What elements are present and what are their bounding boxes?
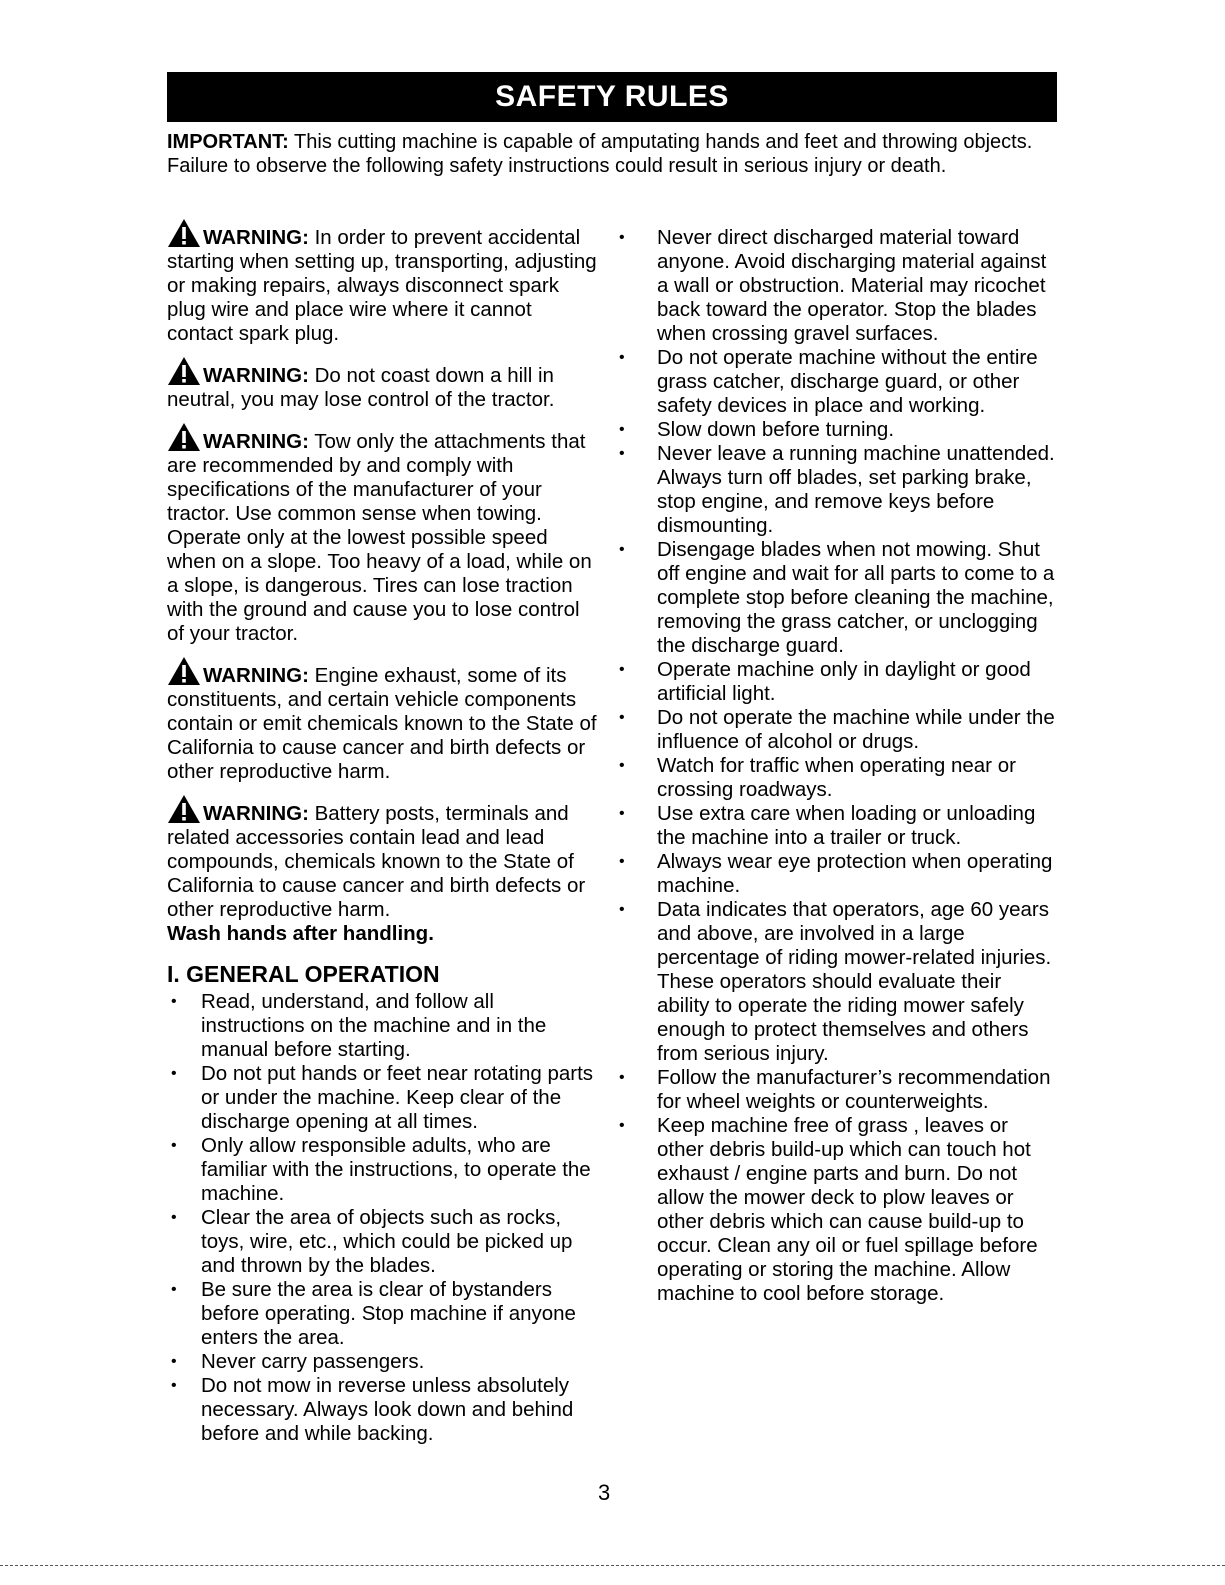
list-item-text: Do not operate machine without the entire grass catcher, discharge guard, or other safety devices in place and working.: [657, 346, 1038, 417]
list-item: [617, 346, 1057, 418]
list-item: [167, 1374, 599, 1446]
list-item: [617, 802, 1057, 850]
list-item-text: Do not mow in reverse unless absolutely necessary. Always look down and behind before and while backing.: [201, 1374, 574, 1445]
list-item: [167, 1278, 599, 1350]
list-item: [167, 990, 599, 1062]
list-item: [167, 1134, 599, 1206]
warning-label: WARNING:: [203, 364, 309, 387]
page-title: SAFETY RULES: [167, 72, 1057, 122]
warning-triangle-icon: [167, 422, 201, 452]
list-item: [167, 1062, 599, 1134]
bullet-icon: •: [171, 1065, 177, 1082]
warning-block: [167, 356, 599, 412]
warning-block: [167, 218, 599, 346]
warning-label: WARNING:: [203, 430, 309, 453]
general-operation-list-right: [617, 226, 1057, 1306]
bullet-icon: •: [619, 661, 625, 678]
warning-emphasis: Wash hands after handling.: [167, 922, 434, 945]
bullet-icon: •: [619, 757, 625, 774]
list-item-text: Slow down before turning.: [657, 418, 895, 441]
list-item-text: Use extra care when loading or unloading the machine into a trailer or truck.: [657, 802, 1036, 849]
important-label: IMPORTANT:: [167, 131, 289, 153]
warning-text: Tow only the attachments that are recommended by and comply with specifications of the manufacturer of your tractor. Use common sense when towing. Operate only at the lowest possible speed when on a slope. Too heavy of a load, while on a slope, is dangerous. Tires can lose traction with the ground and cause you to lose control of your tractor.: [167, 430, 592, 645]
page-number: 3: [598, 1480, 611, 1505]
list-item: [167, 1350, 599, 1374]
list-item-text: Never leave a running machine unattended. Always turn off blades, set parking brake, stop engine, and remove keys before dismounting.: [657, 442, 1055, 537]
list-item: [617, 226, 1057, 346]
bullet-icon: •: [619, 229, 625, 246]
list-item: [617, 658, 1057, 706]
list-item: [617, 850, 1057, 898]
list-item: [617, 754, 1057, 802]
bullet-icon: •: [619, 421, 625, 438]
list-item: [617, 706, 1057, 754]
warning-triangle-icon: [167, 356, 201, 386]
bullet-icon: •: [619, 349, 625, 366]
bullet-icon: •: [171, 1209, 177, 1226]
list-item: [617, 898, 1057, 1066]
list-item-text: Follow the manufacturer’s recommendation for wheel weights or counterweights.: [657, 1066, 1051, 1113]
warning-label: WARNING:: [203, 802, 309, 825]
important-text: This cutting machine is capable of amputating hands and feet and throwing objects. Failure to observe the following safety instructions could result in serious injury or death.: [167, 131, 1033, 177]
important-notice: [167, 130, 1057, 178]
bullet-icon: •: [619, 805, 625, 822]
warning-block: [167, 794, 599, 946]
bullet-icon: •: [619, 445, 625, 462]
bullet-icon: •: [171, 1377, 177, 1394]
bullet-icon: •: [171, 1281, 177, 1298]
list-item-text: Data indicates that operators, age 60 years and above, are involved in a large percentage of riding mower-related injuries. These operators should evaluate their ability to operate the riding mower safely enough to protect themselves and others from serious injury.: [657, 898, 1052, 1065]
list-item-text: Keep machine free of grass , leaves or other debris build-up which can touch hot exhaust / engine parts and burn. Do not allow the mower deck to plow leaves or other debris which can cause build-up to occur. Clean any oil or fuel spillage before operating or storing the machine. Allow machine to cool before storage.: [657, 1114, 1038, 1305]
warning-text: Battery posts, terminals and related accessories contain lead and lead compounds, chemicals known to the State of California to cause cancer and birth defects or other reproductive harm.: [167, 802, 586, 921]
warning-triangle-icon: [167, 794, 201, 824]
list-item-text: Disengage blades when not mowing. Shut off engine and wait for all parts to come to a complete stop before cleaning the machine, removing the grass catcher, or unclogging the discharge guard.: [657, 538, 1055, 657]
bullet-icon: •: [171, 1137, 177, 1154]
list-item-text: Always wear eye protection when operating machine.: [657, 850, 1053, 897]
list-item-text: Clear the area of objects such as rocks, toys, wire, etc., which could be picked up and thrown by the blades.: [201, 1206, 573, 1277]
warning-label: WARNING:: [203, 226, 309, 249]
warning-text: Engine exhaust, some of its constituents, and certain vehicle components contain or emit chemicals known to the State of California to cause cancer and birth defects or other reproductive harm.: [167, 664, 597, 783]
list-item: [617, 538, 1057, 658]
list-item-text: Be sure the area is clear of bystanders before operating. Stop machine if anyone enters the area.: [201, 1278, 576, 1349]
bullet-icon: •: [619, 1069, 625, 1086]
bullet-icon: •: [619, 541, 625, 558]
right-column: [617, 226, 1057, 1306]
bullet-icon: •: [619, 1117, 625, 1134]
section-heading: I. GENERAL OPERATION: [167, 961, 440, 987]
bullet-icon: •: [171, 993, 177, 1010]
warnings-list: [167, 218, 599, 946]
list-item: [617, 418, 1057, 442]
bullet-icon: •: [619, 901, 625, 918]
list-item: [617, 442, 1057, 538]
warning-label: WARNING:: [203, 664, 309, 687]
bullet-icon: •: [171, 1353, 177, 1370]
bottom-divider: [0, 1565, 1225, 1566]
list-item: [617, 1066, 1057, 1114]
list-item-text: Never direct discharged material toward anyone. Avoid discharging material against a wall or obstruction. Material may ricochet back toward the operator. Stop the blades when crossing gravel surfaces.: [657, 226, 1047, 345]
warning-block: [167, 656, 599, 784]
general-operation-list-left: [167, 990, 599, 1446]
list-item-text: Do not put hands or feet near rotating parts or under the machine. Keep clear of the discharge opening at all times.: [201, 1062, 594, 1133]
warning-triangle-icon: [167, 656, 201, 686]
bullet-icon: •: [619, 709, 625, 726]
bullet-icon: •: [619, 853, 625, 870]
left-column: [167, 218, 599, 1446]
list-item-text: Read, understand, and follow all instructions on the machine and in the manual before starting.: [201, 990, 547, 1061]
list-item: [167, 1206, 599, 1278]
list-item-text: Only allow responsible adults, who are familiar with the instructions, to operate the machine.: [201, 1134, 591, 1205]
list-item-text: Do not operate the machine while under the influence of alcohol or drugs.: [657, 706, 1055, 753]
list-item-text: Operate machine only in daylight or good artificial light.: [657, 658, 1031, 705]
warning-text: In order to prevent accidental starting when setting up, transporting, adjusting or making repairs, always disconnect spark plug wire and place wire where it cannot contact spark plug.: [167, 226, 597, 345]
warning-triangle-icon: [167, 218, 201, 248]
list-item: [617, 1114, 1057, 1306]
warning-text: Do not coast down a hill in neutral, you may lose control of the tractor.: [167, 364, 555, 411]
list-item-text: Never carry passengers.: [201, 1350, 425, 1373]
warning-block: [167, 422, 599, 646]
list-item-text: Watch for traffic when operating near or crossing roadways.: [657, 754, 1016, 801]
